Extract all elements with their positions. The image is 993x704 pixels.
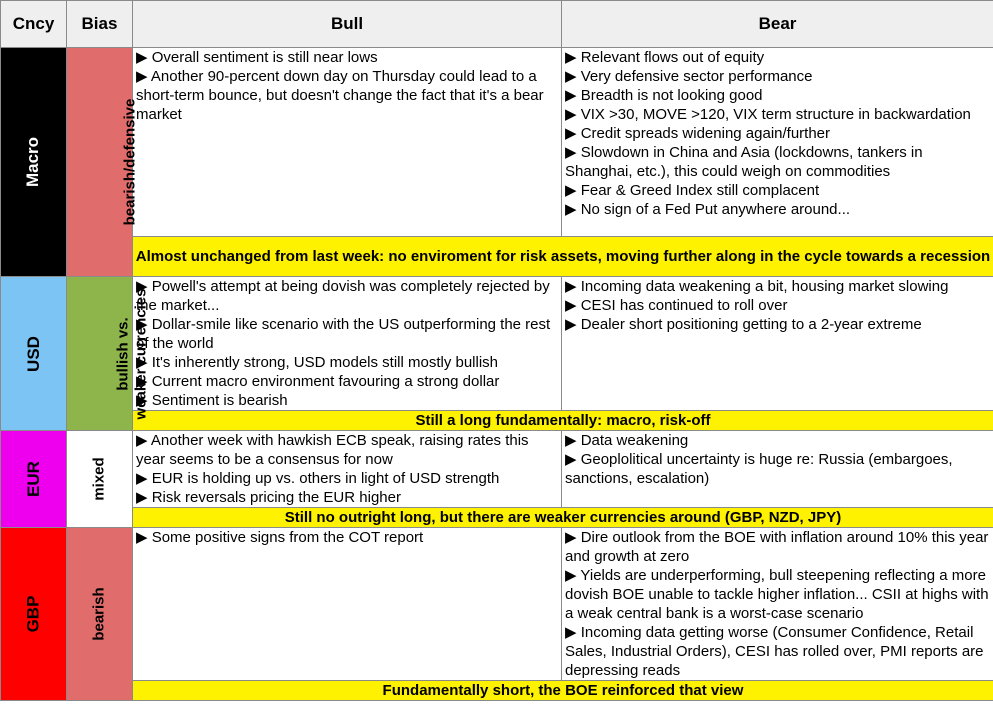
bear-point: ▶ No sign of a Fed Put anywhere around... (565, 201, 851, 218)
bull-point: ▶ Powell's attempt at being dovish was completely rejected by the market... (136, 278, 550, 314)
bear-point: ▶ Relevant flows out of equity (565, 49, 765, 66)
currency-label: EUR (23, 461, 43, 497)
summary-row (1, 508, 993, 528)
bias-line: bullish vs. (114, 316, 132, 391)
bias-label (121, 99, 139, 226)
bear-point: ▶ Very defensive sector performance (565, 68, 813, 85)
currency-cell (1, 431, 67, 528)
bias-line: mixed (90, 457, 108, 501)
bull-point: ▶ EUR is holding up vs. others in light of USD strength (136, 470, 500, 487)
table-row (1, 528, 993, 681)
bear-point: ▶ Incoming data weakening a bit, housing market slowing (565, 278, 949, 295)
currency-cell (1, 277, 67, 431)
currency-cell (1, 528, 67, 701)
bull-points-cell (133, 431, 562, 508)
bear-point: ▶ VIX >30, MOVE >120, VIX term structure in backwardation (565, 106, 971, 123)
bias-cell (67, 528, 133, 701)
bias-line: bearish (90, 587, 108, 641)
bull-point: ▶ It's inherently strong, USD models still mostly bullish (136, 354, 499, 371)
bull-point: ▶ Risk reversals pricing the EUR higher (136, 489, 401, 506)
table-row (1, 431, 993, 508)
bear-points-cell (562, 528, 993, 681)
bull-point: ▶ Overall sentiment is still near lows (136, 49, 378, 66)
header-bull: Bull (133, 1, 562, 48)
header-bias: Bias (67, 1, 133, 48)
bias-label (90, 587, 108, 640)
header-cncy: Cncy (1, 1, 67, 48)
bear-point: ▶ Geoplolitical uncertainty is huge re: Russia (embargoes, sanctions, escalation) (565, 451, 953, 487)
bull-point: ▶ Current macro environment favouring a strong dollar (136, 373, 500, 390)
bias-label (114, 288, 150, 419)
bear-point: ▶ Incoming data getting worse (Consumer Confidence, Retail Sales, Industrial Orders), CESI has rolled over, PMI reports are depressing reads (565, 624, 984, 679)
bull-point: ▶ Sentiment is bearish (136, 392, 288, 409)
summary-cell: Still a long fundamentally: macro, risk-off (133, 411, 993, 431)
bias-cell (67, 48, 139, 277)
bias-cell (67, 431, 133, 528)
bear-points-cell (562, 48, 993, 237)
header-row (1, 1, 993, 48)
bias-line: weaker currencies (132, 288, 150, 419)
summary-row (1, 237, 993, 277)
bear-point: ▶ Data weakening (565, 432, 689, 449)
bear-points-cell (562, 277, 993, 411)
currency-label: GBP (23, 595, 43, 633)
bear-point: ▶ CESI has continued to roll over (565, 297, 788, 314)
summary-cell: Fundamentally short, the BOE reinforced that view (133, 681, 993, 701)
bear-point: ▶ Dire outlook from the BOE with inflation around 10% this year and growth at zero (565, 529, 989, 565)
bull-points-cell (133, 277, 562, 411)
bear-point: ▶ Slowdown in China and Asia (lockdowns, tankers in Shanghai, etc.), this could weigh on commodities (565, 144, 923, 180)
bias-label (90, 457, 108, 500)
summary-cell: Almost unchanged from last week: no enviroment for risk assets, moving further along in the cycle towards a recession (133, 237, 993, 277)
bear-points-cell (562, 431, 993, 508)
currency-cell (1, 48, 67, 277)
table-row (1, 277, 993, 411)
bear-point: ▶ Credit spreads widening again/further (565, 125, 831, 142)
bull-points-cell (133, 528, 562, 681)
bull-point: ▶ Another 90-percent down day on Thursday could lead to a short-term bounce, but doesn't change the fact that it's a bear market (136, 68, 544, 123)
table-row (1, 48, 993, 237)
bear-point: ▶ Yields are underperforming, bull steepening reflecting a more dovish BOE unable to tackle higher inflation... CSII at highs with a weak central bank is a worst-case scenario (565, 567, 989, 622)
bear-point: ▶ Fear & Greed Index still complacent (565, 182, 820, 199)
summary-cell: Still no outright long, but there are weaker currencies around (GBP, NZD, JPY) (133, 508, 993, 528)
bull-points-cell (133, 48, 562, 237)
bull-point: ▶ Another week with hawkish ECB speak, raising rates this year seems to be a consensus for now (136, 432, 529, 468)
summary-row (1, 681, 993, 701)
bull-point: ▶ Some positive signs from the COT report (136, 529, 424, 546)
currency-label: USD (23, 335, 43, 372)
bull-point: ▶ Dollar-smile like scenario with the US outperforming the rest of the world (136, 316, 551, 352)
bias-cell (67, 277, 150, 431)
table-body (1, 48, 993, 701)
header-bear: Bear (562, 1, 993, 48)
currency-label: Macro (23, 136, 43, 188)
bias-line: bearish/defensive (121, 98, 139, 226)
bear-point: ▶ Dealer short positioning getting to a 2-year extreme (565, 316, 922, 333)
bear-point: ▶ Breadth is not looking good (565, 87, 763, 104)
